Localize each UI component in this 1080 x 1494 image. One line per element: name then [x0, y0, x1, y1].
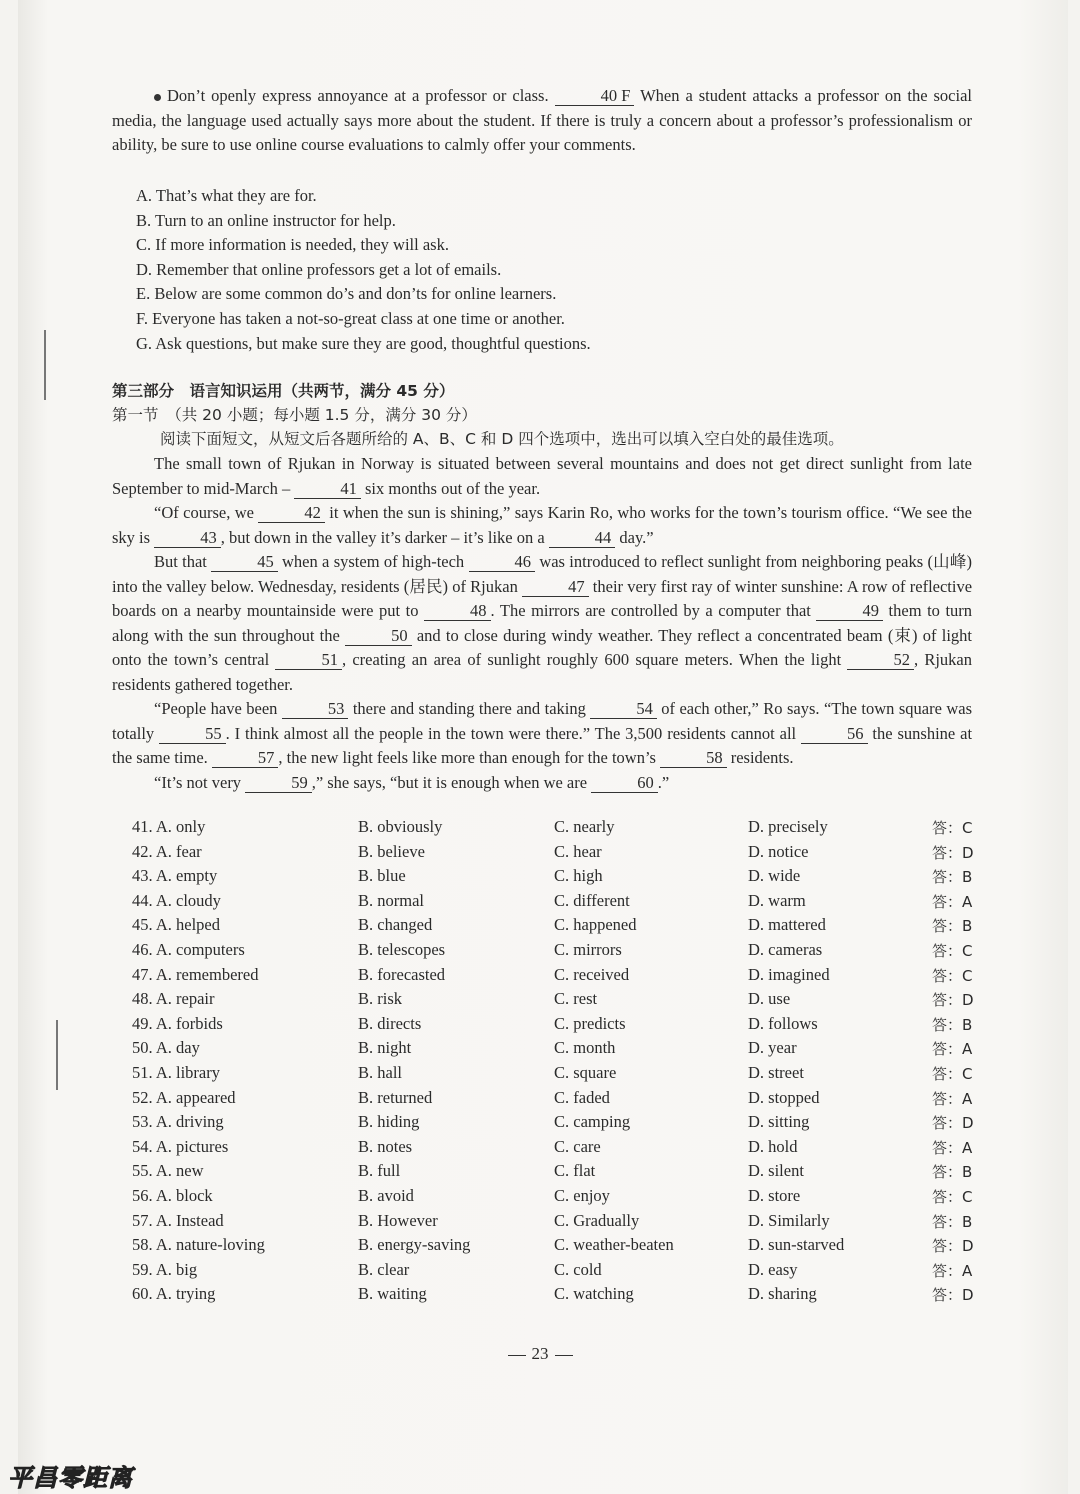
blank-57: 57 — [212, 749, 279, 768]
option-b-text: B. clear — [358, 1259, 410, 1279]
option-d-text: D. year — [748, 1038, 797, 1058]
blank-56: 56 — [801, 725, 868, 744]
option-a-text: 51. A. library — [132, 1062, 220, 1082]
answer-blank-40: 40 F — [555, 87, 635, 106]
answer-key: 答：C — [932, 941, 973, 960]
option-a-text: 57. A. Instead — [132, 1210, 224, 1230]
question-row — [132, 1211, 992, 1236]
option-b-text: B. hiding — [358, 1112, 420, 1132]
blank-44: 44 — [549, 529, 616, 548]
option-b-text: B. waiting — [358, 1284, 427, 1304]
option-c-text: C. rest — [554, 989, 598, 1009]
option-d-text: D. hold — [748, 1136, 798, 1156]
blank-52: 52 — [847, 651, 914, 670]
question-row — [132, 1014, 992, 1039]
option-c-text: C. mirrors — [554, 939, 622, 959]
option-d-text: D. cameras — [748, 939, 823, 959]
blank-41: 41 — [294, 480, 361, 499]
answer-key: 答：B — [932, 1212, 973, 1231]
option-a-text: 46. A. computers — [132, 939, 245, 959]
seven-options-list — [136, 184, 591, 356]
option-a-text: 43. A. empty — [132, 866, 218, 886]
question-row — [132, 1063, 992, 1088]
option-b-text: B. full — [358, 1161, 401, 1181]
blank-58: 58 — [660, 749, 727, 768]
answer-key: 答：B — [932, 1163, 973, 1182]
option-d-text: D. sharing — [748, 1284, 817, 1304]
question-row — [132, 1038, 992, 1063]
page-number: 23 — [0, 1344, 1080, 1364]
cloze-passage — [112, 452, 972, 795]
question-row — [132, 891, 992, 916]
option-c-text: C. hear — [554, 841, 602, 861]
option-d-text: D. sitting — [748, 1112, 810, 1132]
answer-key: 答：A — [932, 1261, 973, 1280]
option-d-text: D. street — [748, 1062, 804, 1082]
option-d-text: D. warm — [748, 890, 806, 910]
question-row — [132, 866, 992, 891]
option-b-text: B. night — [358, 1038, 412, 1058]
blank-60: 60 — [591, 774, 658, 793]
answer-key: 答：D — [932, 1286, 974, 1305]
answer-key: 答：C — [932, 1064, 973, 1083]
answer-key: 答：B — [932, 868, 973, 887]
passage-paragraph: The small town of Rjukan in Norway is situated between several mountains and does not get direct sunlight from late September to mid-March – 41 six months out of the year. — [112, 454, 972, 498]
option-b-text: B. directs — [358, 1013, 422, 1033]
option-b-text: B. changed — [358, 915, 433, 935]
blank-59: 59 — [245, 774, 312, 793]
answer-key: 答：A — [932, 892, 973, 911]
question-options-table — [132, 817, 992, 1309]
option-c-text: C. cold — [554, 1259, 602, 1279]
option-c-text: C. Gradually — [554, 1210, 640, 1230]
answer-key: 答：D — [932, 1114, 974, 1133]
option-d-text: D. Similarly — [748, 1210, 830, 1230]
passage-paragraph: “Of course, we 42 it when the sun is shining,” says Karin Ro, who works for the town’s tourism office. “We see the sky is 43 , but down in the valley it’s darker – it’s like on a 44 day.” — [112, 503, 972, 547]
scan-mark — [56, 1020, 58, 1090]
option-a-text: 60. A. trying — [132, 1284, 216, 1304]
option-d-text: D. mattered — [748, 915, 826, 935]
option-b-text: B. energy-saving — [358, 1235, 471, 1255]
option-b-text: B. telescopes — [358, 939, 446, 959]
question-row — [132, 842, 992, 867]
question-row — [132, 1088, 992, 1113]
option-d-text: D. store — [748, 1185, 801, 1205]
option-c-text: C. flat — [554, 1161, 596, 1181]
question-row — [132, 1137, 992, 1162]
option-d-text: D. follows — [748, 1013, 818, 1033]
option-c-text: C. camping — [554, 1112, 631, 1132]
question-row — [132, 1112, 992, 1137]
answer-key: 答：A — [932, 1040, 973, 1059]
option-c-text: C. watching — [554, 1284, 634, 1304]
option-c-text: C. different — [554, 890, 630, 910]
blank-46: 46 — [469, 553, 536, 572]
answer-key: 答：D — [932, 843, 974, 862]
passage-paragraph: But that 45 when a system of high-tech 46 was introduced to reflect sunlight from neighboring peaks (山峰) into the valley below. Wednesday, residents (居民) of Rjukan 47 their very first ray of winter sunshine: A row of reflective boards on a nearby mountainside were put to 48 . The mirrors are controlled by a computer that 49 them to turn along with the sun throughout the 50 and to close during windy weather. They reflect a concentrated beam (束) of light onto the town’s central 51 , creating an area of sunlight roughly 600 square meters. When the light 52 , Rjukan residents gathered together. — [112, 552, 973, 694]
option-a-text: 54. A. pictures — [132, 1136, 229, 1156]
watermark-logo: 平昌零距离 — [8, 1464, 133, 1492]
answer-key: 答：C — [932, 819, 973, 837]
question-row — [132, 1284, 992, 1309]
option-d-text: D. imagined — [748, 964, 830, 984]
question-row — [132, 1235, 992, 1260]
option-c: C. If more information is needed, they will ask. — [136, 235, 449, 255]
blank-42: 42 — [258, 504, 325, 523]
option-c-text: C. received — [554, 964, 630, 984]
option-b-text: B. believe — [358, 841, 425, 861]
option-a-text: 52. A. appeared — [132, 1087, 236, 1107]
option-b-text: B. notes — [358, 1136, 413, 1156]
answer-key: 答：A — [932, 1089, 973, 1108]
blank-51: 51 — [275, 651, 342, 670]
question-row — [132, 989, 992, 1014]
instruction: 阅读下面短文，从短文后各题所给的 A、B、C 和 D 四个选项中，选出可以填入空白处的最佳选项。 — [160, 430, 844, 448]
option-c-text: C. faded — [554, 1087, 610, 1107]
scan-mark — [44, 330, 46, 400]
option-b: B. Turn to an online instructor for help. — [136, 210, 396, 230]
option-c-text: C. care — [554, 1136, 601, 1156]
option-b-text: B. However — [358, 1210, 438, 1230]
option-b-text: B. obviously — [358, 817, 443, 836]
blank-55: 55 — [159, 725, 226, 744]
option-a-text: 44. A. cloudy — [132, 890, 221, 910]
option-d: D. Remember that online professors get a lot of emails. — [136, 259, 502, 279]
option-g: G. Ask questions, but make sure they are good, thoughtful questions. — [136, 333, 591, 353]
option-b-text: B. returned — [358, 1087, 433, 1107]
answer-key: 答：D — [932, 1237, 974, 1256]
option-d-text: D. silent — [748, 1161, 804, 1181]
question-row — [132, 965, 992, 990]
option-d-text: D. use — [748, 989, 791, 1009]
option-d-text: D. easy — [748, 1259, 798, 1279]
answer-key: 答：B — [932, 1015, 973, 1034]
bullet-icon — [154, 94, 161, 101]
option-d-text: D. wide — [748, 866, 801, 886]
option-b-text: B. forecasted — [358, 964, 446, 984]
blank-49: 49 — [816, 602, 883, 621]
option-a-text: 59. A. big — [132, 1259, 198, 1279]
question-row — [132, 817, 992, 842]
option-d-text: D. sun-starved — [748, 1235, 845, 1255]
option-a-text: 42. A. fear — [132, 841, 202, 861]
blank-53: 53 — [282, 700, 349, 719]
section-title: 第一节 （共 20 小题；每小题 1.5 分，满分 30 分） — [112, 406, 477, 424]
option-b-text: B. risk — [358, 989, 403, 1009]
option-c-text: C. square — [554, 1062, 617, 1082]
passage-paragraph: “People have been 53 there and standing there and taking 54 of each other,” Ro says. “The town square was totally 55 . I think almost all the people in the town were there.” The 3,500 residents cannot all 56 the sunshine at the same time. 57 , the new light feels like more than enough for the town’s 58 residents. — [112, 699, 973, 767]
option-c-text: C. high — [554, 866, 603, 886]
passage-paragraph: “It’s not very 59 ,” she says, “but it is enough when we are 60 .” — [154, 772, 670, 792]
option-b-text: B. normal — [358, 890, 424, 910]
option-c-text: C. predicts — [554, 1013, 626, 1033]
option-a-text: 41. A. only — [132, 817, 206, 836]
answer-key: 答：B — [932, 917, 973, 936]
option-a-text: 48. A. repair — [132, 989, 215, 1009]
answer-key: 答：C — [932, 966, 973, 985]
blank-47: 47 — [522, 578, 589, 597]
blank-54: 54 — [590, 700, 657, 719]
option-a-text: 53. A. driving — [132, 1112, 224, 1132]
blank-48: 48 — [424, 602, 491, 621]
question-row — [132, 915, 992, 940]
answer-key: 答：A — [932, 1138, 973, 1157]
option-a-text: 45. A. helped — [132, 915, 220, 935]
answer-key: 答：D — [932, 991, 974, 1010]
answer-key: 答：C — [932, 1187, 973, 1206]
option-c-text: C. nearly — [554, 817, 615, 836]
bullet-paragraph: Don’t openly express annoyance at a professor or class. 40 F When a student attacks a professor on the social media, the language used actually says more about the student. If there is truly a concern about a professor’s professionalism or ability, be sure to use online course evaluations to calmly offer your comments. — [112, 86, 972, 154]
option-a: A. That’s what they are for. — [136, 186, 317, 205]
option-a-text: 58. A. nature-loving — [132, 1235, 265, 1255]
blank-50: 50 — [345, 627, 412, 646]
option-c-text: C. happened — [554, 915, 637, 935]
question-row — [132, 1186, 992, 1211]
option-a-text: 50. A. day — [132, 1038, 200, 1058]
question-row — [132, 940, 992, 965]
option-d-text: D. stopped — [748, 1087, 820, 1107]
option-a-text: 49. A. forbids — [132, 1013, 223, 1033]
option-d-text: D. notice — [748, 841, 809, 861]
question-row — [132, 1260, 992, 1285]
option-c-text: C. month — [554, 1038, 616, 1058]
option-a-text: 55. A. new — [132, 1161, 204, 1181]
option-d-text: D. precisely — [748, 817, 828, 836]
blank-43: 43 — [154, 529, 221, 548]
option-c-text: C. weather-beaten — [554, 1235, 674, 1255]
blank-45: 45 — [211, 553, 278, 572]
option-b-text: B. avoid — [358, 1185, 414, 1205]
option-a-text: 47. A. remembered — [132, 964, 259, 984]
part-title: 第三部分 语言知识运用（共两节，满分 45 分） — [112, 382, 455, 400]
option-a-text: 56. A. block — [132, 1185, 213, 1205]
option-b-text: B. blue — [358, 866, 406, 886]
question-row — [132, 1161, 992, 1186]
option-c-text: C. enjoy — [554, 1185, 610, 1205]
option-e: E. Below are some common do’s and don’ts for online learners. — [136, 284, 557, 304]
option-b-text: B. hall — [358, 1062, 402, 1082]
option-f: F. Everyone has taken a not-so-great class at one time or another. — [136, 308, 565, 328]
